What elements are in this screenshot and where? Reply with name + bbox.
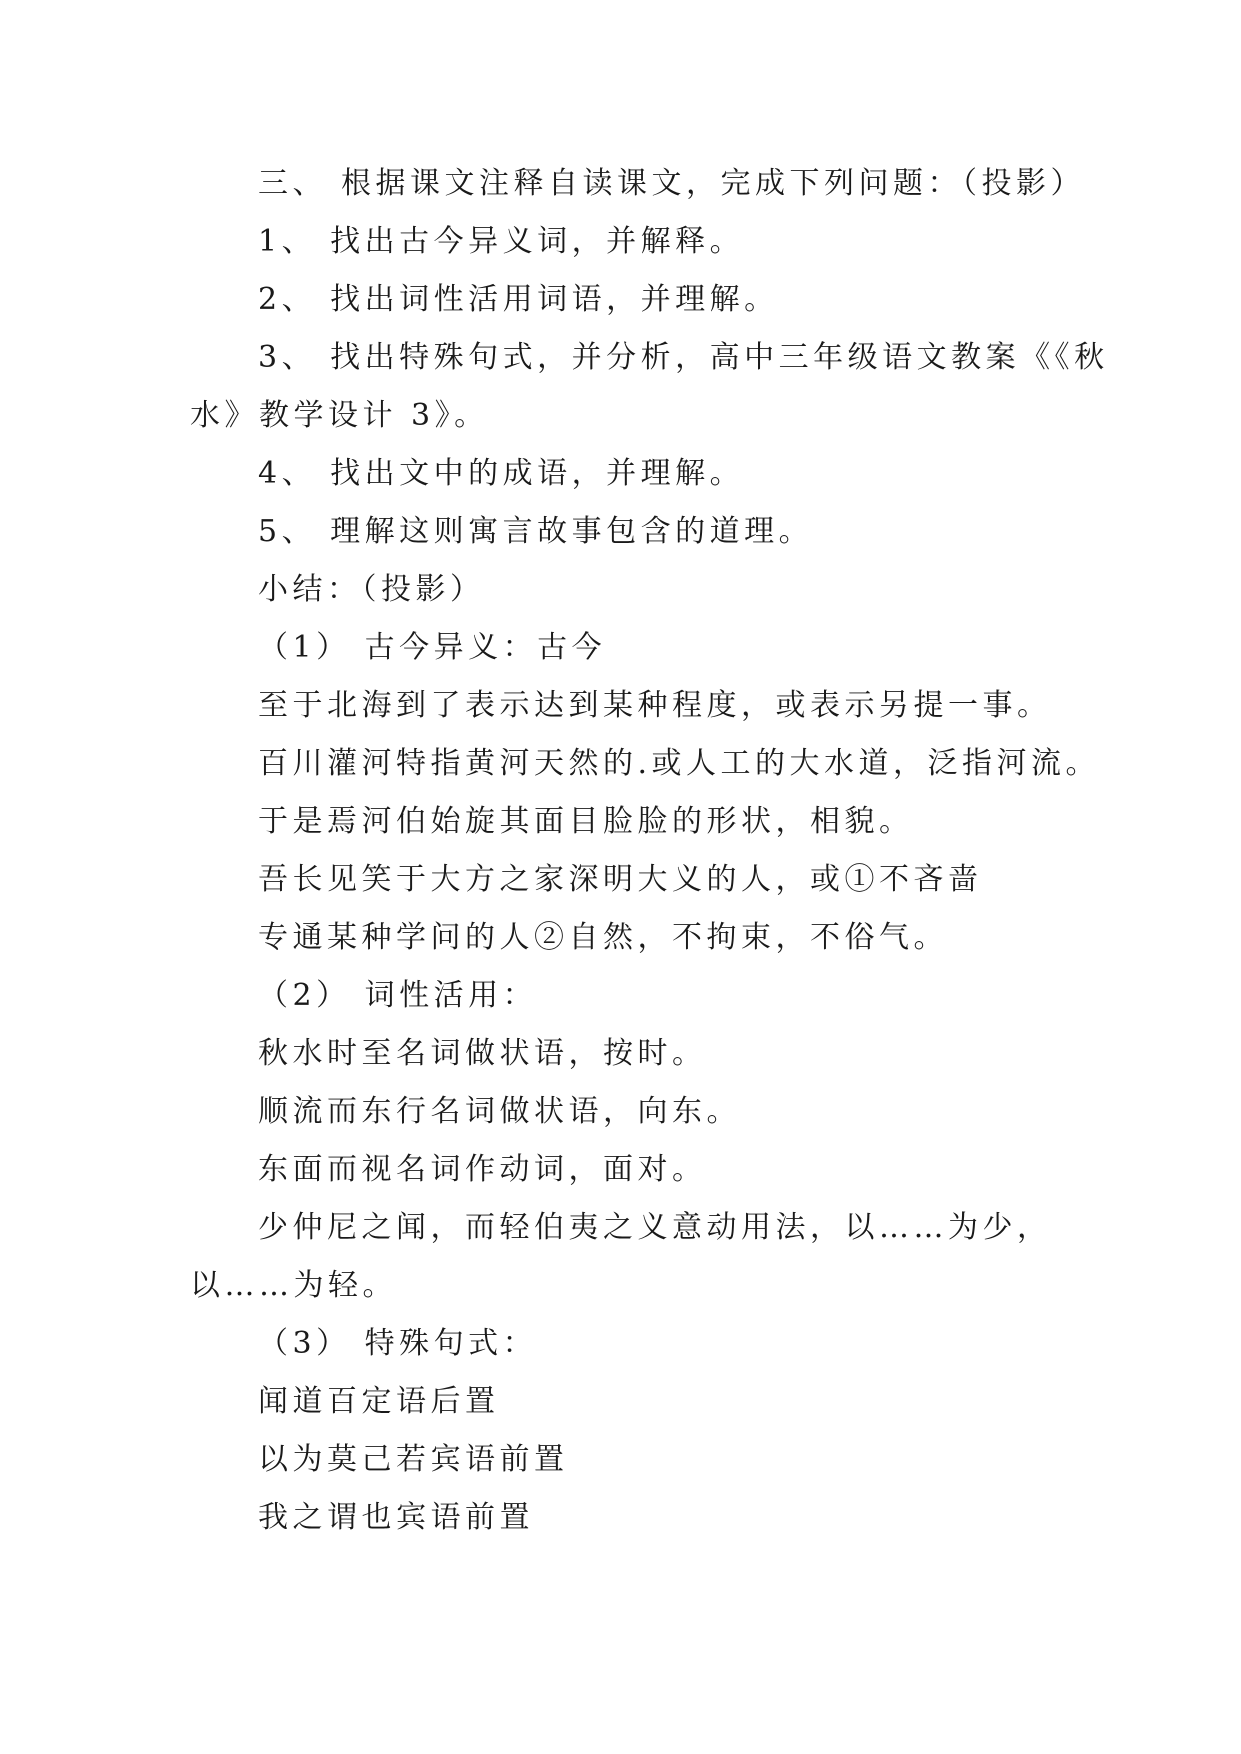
summary-entry: 至于北海到了表示达到某种程度，或表示另提一事。 <box>258 688 1052 723</box>
question-item: 2、 找出词性活用词语，并理解。 <box>258 282 779 317</box>
summary-entry: 闻道百定语后置 <box>258 1384 500 1419</box>
summary-entry: 百川灌河特指黄河天然的.或人工的大水道，泛指河流。 <box>258 746 1101 781</box>
summary-entry: 以为莫己若宾语前置 <box>258 1442 569 1477</box>
summary-entry: 我之谓也宾语前置 <box>258 1500 534 1535</box>
summary-entry: 顺流而东行名词做状语，向东。 <box>258 1094 741 1129</box>
question-item-continuation: 水》教学设计 3》。 <box>190 398 489 433</box>
summary-entry: 专通某种学问的人②自然，不拘束，不俗气。 <box>258 920 948 955</box>
summary-subheading: （3） 特殊句式： <box>258 1326 538 1361</box>
summary-entry: 东面而视名词作动词，面对。 <box>258 1152 707 1187</box>
question-item: 5、 理解这则寓言故事包含的道理。 <box>258 514 814 549</box>
question-item: 4、 找出文中的成语，并理解。 <box>258 456 745 491</box>
summary-entry: 秋水时至名词做状语，按时。 <box>258 1036 707 1071</box>
summary-entry-continuation: 以……为轻。 <box>190 1268 397 1303</box>
summary-entry: 少仲尼之闻，而轻伯夷之义意动用法，以……为少， <box>258 1210 1052 1245</box>
section-heading: 三、 根据课文注释自读课文，完成下列问题：（投影） <box>258 166 1086 201</box>
question-item: 3、 找出特殊句式，并分析，高中三年级语文教案《《秋 <box>258 340 1109 375</box>
summary-heading: 小结：（投影） <box>258 572 485 607</box>
summary-entry: 于是焉河伯始旋其面目脸脸的形状，相貌。 <box>258 804 914 839</box>
summary-entry: 吾长见笑于大方之家深明大义的人，或①不吝啬 <box>258 862 983 897</box>
summary-subheading: （1） 古今异义：古今 <box>258 630 607 665</box>
question-item: 1、 找出古今异义词，并解释。 <box>258 224 745 259</box>
summary-subheading: （2） 词性活用： <box>258 978 538 1013</box>
